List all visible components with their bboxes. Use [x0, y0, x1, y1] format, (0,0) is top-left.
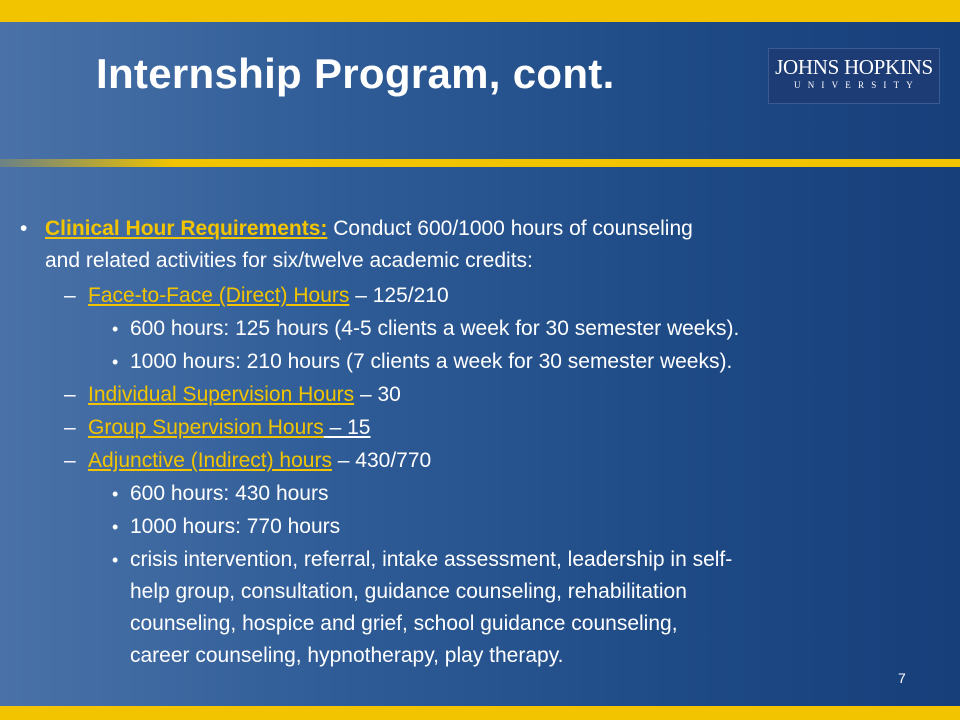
bullet-clinical-line2: and related activities for six/twelve academic credits: — [45, 249, 533, 272]
clinical-hours-text: Conduct 600/1000 hours of counseling — [327, 217, 693, 240]
face-to-face-detail-600: 600 hours: 125 hours (4-5 clients a week for 30 semester weeks). — [130, 317, 740, 340]
group-supervision-item — [88, 413, 371, 443]
title-divider — [0, 159, 960, 167]
adjunctive-detail-1000: 1000 hours: 770 hours — [130, 515, 341, 538]
bullet-marker: • — [20, 217, 28, 240]
group-supervision-value: – 15 — [323, 416, 371, 439]
dash-marker: – — [64, 416, 76, 439]
clinical-hours-link[interactable]: Clinical Hour Requirements: — [45, 217, 328, 240]
adjunctive-detail-600: 600 hours: 430 hours — [130, 482, 329, 505]
sub-bullet-marker: • — [112, 517, 119, 537]
adjunctive-value: – 430/770 — [331, 449, 432, 472]
sub-bullet-marker: • — [112, 352, 119, 372]
university-logo — [768, 48, 940, 104]
individual-supervision-value: – 30 — [354, 383, 401, 406]
adjunctive-activities-line2: help group, consultation, guidance counseling, rehabilitation — [130, 580, 687, 603]
group-supervision-link[interactable]: Group Supervision Hours — [88, 416, 324, 439]
top-accent-band — [0, 0, 960, 22]
adjunctive-activities-line1: crisis intervention, referral, intake assessment, leadership in self- — [130, 548, 733, 571]
face-to-face-value: – 125/210 — [349, 284, 449, 307]
adjunctive-activities-line4: career counseling, hypnotherapy, play therapy. — [130, 644, 564, 667]
logo-sub-text: UNIVERSITY — [794, 80, 920, 90]
page-number: 7 — [898, 670, 906, 686]
face-to-face-item — [88, 281, 449, 311]
adjunctive-item — [88, 446, 431, 476]
individual-supervision-link[interactable]: Individual Supervision Hours — [88, 383, 355, 406]
adjunctive-link[interactable]: Adjunctive (Indirect) hours — [88, 449, 332, 472]
adjunctive-activities-line3: counseling, hospice and grief, school guidance counseling, — [130, 612, 678, 635]
face-to-face-detail-1000: 1000 hours: 210 hours (7 clients a week for 30 semester weeks). — [130, 350, 733, 373]
face-to-face-link[interactable]: Face-to-Face (Direct) Hours — [88, 284, 350, 307]
dash-marker: – — [64, 449, 76, 472]
individual-supervision-item — [88, 380, 401, 410]
sub-bullet-marker: • — [112, 484, 119, 504]
bottom-accent-band — [0, 706, 960, 720]
dash-marker: – — [64, 284, 76, 307]
bullet-clinical-line1 — [45, 214, 693, 244]
sub-bullet-marker: • — [112, 550, 119, 570]
logo-main-text: JOHNS HOPKINS — [775, 55, 933, 79]
slide-title: Internship Program, cont. — [96, 50, 615, 97]
sub-bullet-marker: • — [112, 319, 119, 339]
dash-marker: – — [64, 383, 76, 406]
